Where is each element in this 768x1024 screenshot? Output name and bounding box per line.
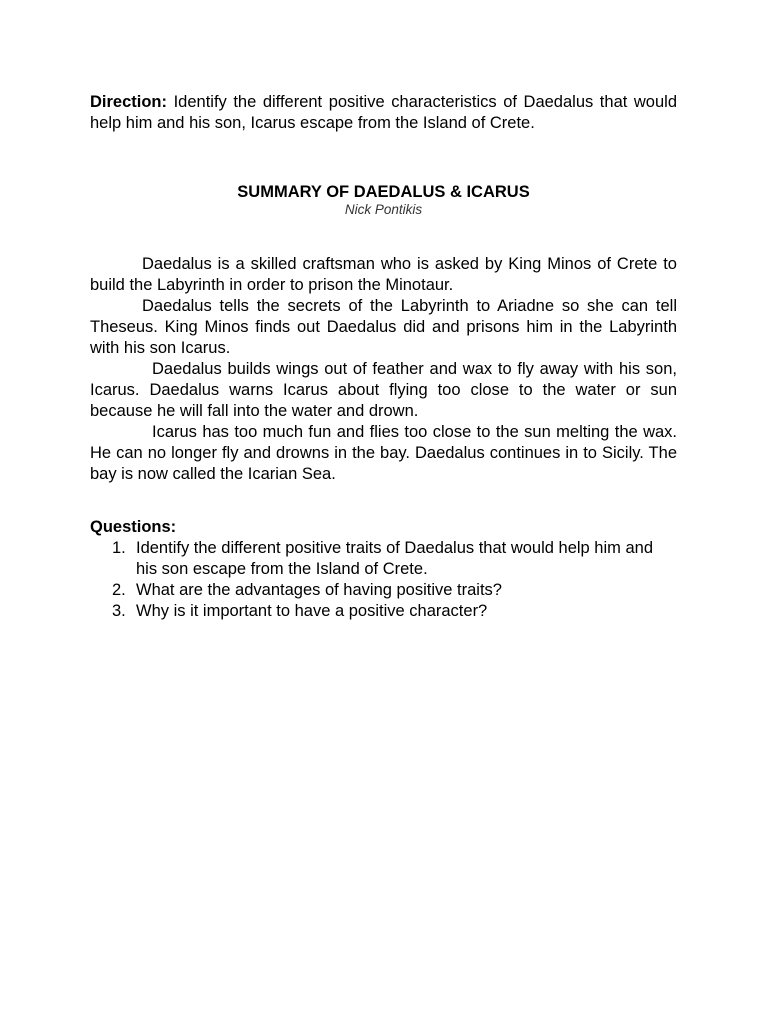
question-text: Why is it important to have a positive character?	[136, 602, 488, 620]
document-page	[90, 92, 677, 622]
summary-title: SUMMARY OF DAEDALUS & ICARUS	[237, 183, 530, 201]
questions-list	[90, 538, 677, 622]
question-item-2	[90, 580, 677, 601]
question-text: Identify the different positive traits of Daedalus that would help him and his son escape from the Island of Crete.	[136, 539, 654, 578]
summary-paragraph-4: Icarus has too much fun and flies too close to the sun melting the wax. He can no longer fly and drowns in the bay. Daedalus continues in to Sicily. The bay is now called the Icarian Sea.	[90, 423, 677, 483]
summary-paragraph-3: Daedalus builds wings out of feather and wax to fly away with his son, Icarus. Daedalus warns Icarus about flying too close to the water or sun because he will fall into the water and drown.	[90, 360, 677, 420]
question-item-3	[90, 601, 677, 622]
direction-text: Identify the different positive characteristics of Daedalus that would help him and his son, Icarus escape from the Island of Crete.	[90, 93, 677, 132]
question-item-1	[90, 538, 677, 580]
title-block	[90, 182, 677, 218]
summary-body	[90, 254, 677, 485]
question-number: 2.	[112, 581, 126, 599]
summary-paragraph-1: Daedalus is a skilled craftsman who is asked by King Minos of Crete to build the Labyrinth in order to prison the Minotaur.	[90, 255, 677, 294]
summary-author: Nick Pontikis	[344, 202, 423, 217]
questions-heading: Questions:	[90, 518, 177, 536]
question-text: What are the advantages of having positive traits?	[136, 581, 502, 599]
summary-paragraph-2: Daedalus tells the secrets of the Labyrinth to Ariadne so she can tell Theseus. King Minos finds out Daedalus did and prisons him in the Labyrinth with his son Icarus.	[90, 297, 677, 357]
question-number: 3.	[112, 602, 126, 620]
direction-paragraph	[90, 92, 677, 134]
questions-section	[90, 517, 677, 622]
direction-label: Direction:	[90, 93, 168, 111]
question-number: 1.	[112, 539, 126, 557]
